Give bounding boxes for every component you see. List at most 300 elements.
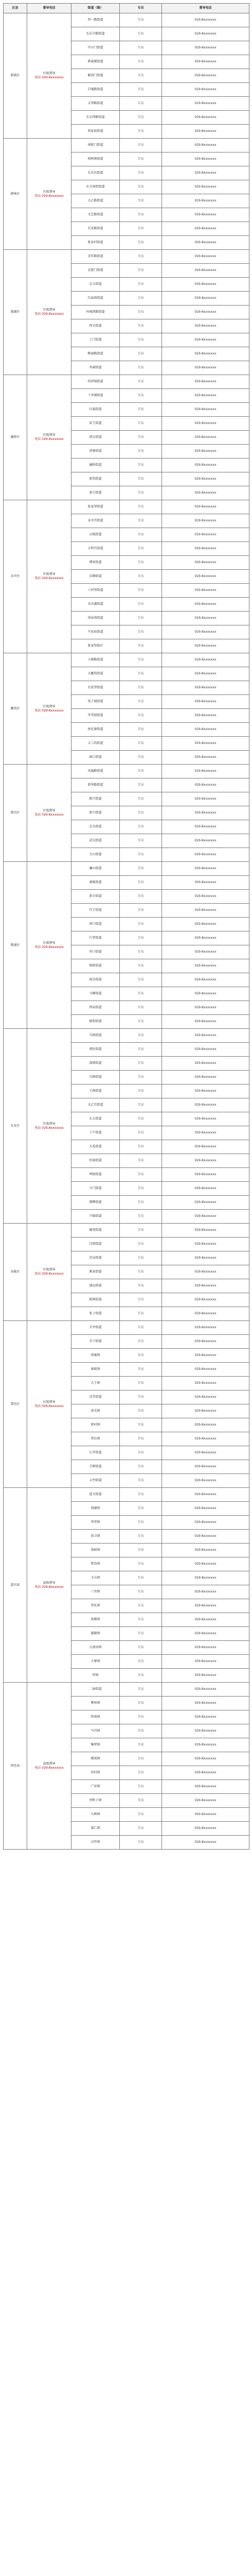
street-name: 通远街道 xyxy=(71,1279,120,1293)
officer-phone: 029-8xxxxxxx xyxy=(162,1557,249,1571)
district-name: 周至县 xyxy=(4,1683,27,1850)
officer-name: 专员 xyxy=(120,1724,162,1738)
street-name: 北屯街道 xyxy=(71,820,120,834)
street-name: 司竹镇 xyxy=(71,1836,120,1850)
officer-name: 专员 xyxy=(120,459,162,472)
street-name: 九峰镇 xyxy=(71,1808,120,1822)
street-name: 灞桥街道 xyxy=(71,459,120,472)
street-name: 张卜街道 xyxy=(71,1307,120,1321)
street-name: 草堂街道 xyxy=(71,1391,120,1404)
officer-name: 专员 xyxy=(120,1669,162,1683)
street-name: 辛家庙街道 xyxy=(71,625,120,639)
officer-phone: 029-8xxxxxxx xyxy=(162,584,249,598)
table-row xyxy=(4,13,249,27)
officer-name: 专员 xyxy=(120,751,162,765)
officer-name: 专员 xyxy=(120,1182,162,1196)
officer-name: 专员 xyxy=(120,1571,162,1585)
officer-name: 专员 xyxy=(120,806,162,820)
street-name: 大兆街道 xyxy=(71,1140,120,1154)
officer-phone: 029-8xxxxxxx xyxy=(162,459,249,472)
officer-name: 专员 xyxy=(120,389,162,403)
street-name: 北关街道 xyxy=(71,278,120,292)
officer-phone: 029-8xxxxxxx xyxy=(162,765,249,778)
district-contact-label: 区级督导 xyxy=(43,190,56,194)
street-name: 自强路街道 xyxy=(71,83,120,97)
officer-name: 专员 xyxy=(120,1474,162,1488)
officer-phone: 029-8xxxxxxx xyxy=(162,97,249,111)
street-name: 零口街道 xyxy=(71,945,120,959)
street-name: 楼观镇 xyxy=(71,1752,120,1766)
officer-phone: 029-8xxxxxxx xyxy=(162,361,249,375)
officer-name: 专员 xyxy=(120,1140,162,1154)
officer-name: 专员 xyxy=(120,931,162,945)
officer-name: 专员 xyxy=(120,1015,162,1029)
district-name: 莲湖区 xyxy=(4,250,27,375)
street-name: 凤凰路街道 xyxy=(71,765,120,778)
officer-name: 专员 xyxy=(120,1780,162,1794)
street-name: 引镇街道 xyxy=(71,1071,120,1084)
officer-phone: 029-8xxxxxxx xyxy=(162,472,249,486)
district-name: 新城区 xyxy=(4,13,27,139)
officer-name: 专员 xyxy=(120,639,162,653)
officer-name: 专员 xyxy=(120,1071,162,1084)
officer-name: 专员 xyxy=(120,1043,162,1057)
officer-name: 专员 xyxy=(120,723,162,737)
street-name: 崇皇街道 xyxy=(71,1251,120,1265)
officer-phone: 029-8xxxxxxx xyxy=(162,625,249,639)
header-street: 街道（镇） xyxy=(71,4,120,13)
officer-phone: 029-8xxxxxxx xyxy=(162,1766,249,1780)
officer-phone: 029-8xxxxxxx xyxy=(162,820,249,834)
officer-phone: 029-8xxxxxxx xyxy=(162,1446,249,1460)
officer-name: 专员 xyxy=(120,236,162,250)
officer-phone: 029-8xxxxxxx xyxy=(162,1724,249,1738)
street-name: 秦陵街道 xyxy=(71,876,120,890)
officer-name: 专员 xyxy=(120,1766,162,1780)
officer-phone: 029-8xxxxxxx xyxy=(162,1029,249,1043)
street-name: 前卫镇 xyxy=(71,1530,120,1544)
street-name: 红旗街道 xyxy=(71,403,120,417)
street-name: 玉蝉街道 xyxy=(71,1460,120,1474)
officer-phone: 029-8xxxxxxx xyxy=(162,667,249,681)
officer-name: 专员 xyxy=(120,1585,162,1599)
officer-name: 专员 xyxy=(120,13,162,27)
street-name: 南院门街道 xyxy=(71,139,120,152)
officer-name: 专员 xyxy=(120,1544,162,1557)
district-contact xyxy=(27,13,71,139)
street-name: 祖庵镇 xyxy=(71,1349,120,1363)
officer-name: 专员 xyxy=(120,653,162,667)
officer-phone: 029-8xxxxxxx xyxy=(162,1057,249,1071)
district-contact-label: 县级督导 xyxy=(43,1761,56,1766)
officer-phone: 029-8xxxxxxx xyxy=(162,1391,249,1404)
officer-name: 专员 xyxy=(120,570,162,584)
table-row xyxy=(4,500,249,514)
district-contact-label: 区级督导 xyxy=(43,308,56,312)
street-name: 普化镇 xyxy=(71,1599,120,1613)
officer-name: 专员 xyxy=(120,1349,162,1363)
officer-phone: 029-8xxxxxxx xyxy=(162,1335,249,1349)
officer-name: 专员 xyxy=(120,1126,162,1140)
officer-name: 专员 xyxy=(120,1363,162,1377)
officer-phone: 029-8xxxxxxx xyxy=(162,83,249,97)
officer-phone: 029-8xxxxxxx xyxy=(162,1196,249,1210)
district-phone: 电话 029-8xxxxxxx xyxy=(34,1126,64,1130)
street-name: 柏树林街道 xyxy=(71,152,120,166)
officer-phone: 029-8xxxxxxx xyxy=(162,431,249,445)
street-name: 石井街道 xyxy=(71,1446,120,1460)
street-name: 灞源镇 xyxy=(71,1627,120,1641)
officer-name: 专员 xyxy=(120,55,162,69)
street-name: 尚村镇 xyxy=(71,1766,120,1780)
officer-name: 专员 xyxy=(120,125,162,139)
street-name: 未央宫街道 xyxy=(71,514,120,528)
street-name: 秦渡镇 xyxy=(71,1363,120,1377)
officer-name: 专员 xyxy=(120,598,162,612)
officer-name: 专员 xyxy=(120,417,162,431)
officer-phone: 029-8xxxxxxx xyxy=(162,1697,249,1710)
officer-phone: 029-8xxxxxxx xyxy=(162,1098,249,1112)
officer-name: 专员 xyxy=(120,306,162,319)
district-name: 长安区 xyxy=(4,1029,27,1224)
officer-phone: 029-8xxxxxxx xyxy=(162,1043,249,1057)
street-name: 东大街道 xyxy=(71,1112,120,1126)
table-row xyxy=(4,375,249,389)
officer-name: 专员 xyxy=(120,1516,162,1530)
officer-phone: 029-8xxxxxxx xyxy=(162,987,249,1001)
officer-phone: 029-8xxxxxxx xyxy=(162,278,249,292)
street-name: 焦岱镇 xyxy=(71,1557,120,1571)
district-name: 未央区 xyxy=(4,500,27,653)
street-name: 六村堡街道 xyxy=(71,584,120,598)
officer-name: 专员 xyxy=(120,612,162,625)
officer-phone: 029-8xxxxxxx xyxy=(162,194,249,208)
officer-name: 专员 xyxy=(120,222,162,236)
officer-phone: 029-8xxxxxxx xyxy=(162,612,249,625)
officer-phone: 029-8xxxxxxx xyxy=(162,1710,249,1724)
street-name: 五竹街道 xyxy=(71,1474,120,1488)
officer-name: 专员 xyxy=(120,1502,162,1516)
district-name: 碑林区 xyxy=(4,139,27,250)
district-phone: 电话 029-8xxxxxxx xyxy=(34,1766,64,1770)
officer-name: 专员 xyxy=(120,528,162,542)
officer-name: 专员 xyxy=(120,166,162,180)
street-name: 汉城街道 xyxy=(71,528,120,542)
district-contact xyxy=(27,139,71,250)
table-row xyxy=(4,1029,249,1043)
header-officer: 专员 xyxy=(120,4,162,13)
street-name: 马召镇 xyxy=(71,1724,120,1738)
officer-phone: 029-8xxxxxxx xyxy=(162,1544,249,1557)
street-name: 十里铺街道 xyxy=(71,389,120,403)
district-contact xyxy=(27,653,71,765)
table-row xyxy=(4,1488,249,1502)
officer-phone: 029-8xxxxxxx xyxy=(162,417,249,431)
officer-phone: 029-8xxxxxxx xyxy=(162,931,249,945)
street-name: 汤峪镇 xyxy=(71,1544,120,1557)
district-contact xyxy=(27,1683,71,1850)
district-contact-label: 区级督导 xyxy=(43,572,56,576)
officer-name: 专员 xyxy=(120,625,162,639)
officer-phone: 029-8xxxxxxx xyxy=(162,1738,249,1752)
street-name: 长乐坊街道 xyxy=(71,166,120,180)
street-name: 大明宫街道 xyxy=(71,542,120,556)
officer-name: 专员 xyxy=(120,486,162,500)
street-name: 九间房镇 xyxy=(71,1641,120,1655)
officer-phone: 029-8xxxxxxx xyxy=(162,55,249,69)
district-contact xyxy=(27,1029,71,1224)
officer-name: 专员 xyxy=(120,987,162,1001)
street-name: 曲江街道 xyxy=(71,751,120,765)
street-name: 厚镇 xyxy=(71,1669,120,1683)
street-name: 振兴街道 xyxy=(71,792,120,806)
district-phone: 电话 029-8xxxxxxx xyxy=(34,945,64,949)
officer-name: 专员 xyxy=(120,1168,162,1182)
street-name: 新合街道 xyxy=(71,486,120,500)
street-name: 北院门街道 xyxy=(71,264,120,278)
officer-name: 专员 xyxy=(120,431,162,445)
officer-phone: 029-8xxxxxxx xyxy=(162,1822,249,1836)
officer-phone: 029-8xxxxxxx xyxy=(162,292,249,306)
street-name: 蒋村镇 xyxy=(71,1418,120,1432)
officer-name: 专员 xyxy=(120,681,162,695)
officer-phone: 029-8xxxxxxx xyxy=(162,1112,249,1126)
district-phone: 电话 029-8xxxxxxx xyxy=(34,577,64,580)
street-name: 青年路街道 xyxy=(71,250,120,264)
officer-phone: 029-8xxxxxxx xyxy=(162,945,249,959)
district-name: 阎良区 xyxy=(4,765,27,862)
officer-name: 专员 xyxy=(120,180,162,194)
street-name: 三里镇 xyxy=(71,1585,120,1599)
street-name: 关山街道 xyxy=(71,848,120,862)
officer-phone: 029-8xxxxxxx xyxy=(162,319,249,333)
street-name: 行者街道 xyxy=(71,931,120,945)
officer-name: 专员 xyxy=(120,97,162,111)
street-name: 太乙宫街道 xyxy=(71,1098,120,1112)
district-name: 灞桥区 xyxy=(4,375,27,500)
district-contact-label: 区级督导 xyxy=(43,941,56,945)
officer-name: 专员 xyxy=(120,834,162,848)
officer-name: 专员 xyxy=(120,848,162,862)
officer-phone: 029-8xxxxxxx xyxy=(162,13,249,27)
table-row xyxy=(4,862,249,876)
table-row xyxy=(4,1321,249,1335)
street-name: 狄寨街道 xyxy=(71,445,120,459)
officer-phone: 029-8xxxxxxx xyxy=(162,737,249,751)
officer-name: 专员 xyxy=(120,820,162,834)
street-name: 张家堡新区 xyxy=(71,639,120,653)
street-name: 耿镇街道 xyxy=(71,1293,120,1307)
officer-name: 专员 xyxy=(120,1697,162,1710)
officer-name: 专员 xyxy=(120,1641,162,1655)
street-name: 东关南街街道 xyxy=(71,180,120,194)
table-header-row xyxy=(4,4,249,13)
officer-name: 专员 xyxy=(120,1655,162,1669)
officer-phone: 029-8xxxxxxx xyxy=(162,876,249,890)
street-name: 哑柏镇 xyxy=(71,1697,120,1710)
street-name: 华胥镇 xyxy=(71,1516,120,1530)
table-row xyxy=(4,1224,249,1238)
officer-name: 专员 xyxy=(120,737,162,751)
street-name: 富仁镇 xyxy=(71,1822,120,1836)
street-name: 广济镇 xyxy=(71,1780,120,1794)
officer-phone: 029-8xxxxxxx xyxy=(162,208,249,222)
officer-phone: 029-8xxxxxxx xyxy=(162,1683,249,1697)
district-contact xyxy=(27,250,71,375)
street-name: 相桥街道 xyxy=(71,959,120,973)
officer-name: 专员 xyxy=(120,1098,162,1112)
officer-name: 专员 xyxy=(120,1418,162,1432)
officer-phone: 029-8xxxxxxx xyxy=(162,1571,249,1585)
officer-phone: 029-8xxxxxxx xyxy=(162,1599,249,1613)
district-contact-label: 区级督导 xyxy=(43,1122,56,1126)
officer-name: 专员 xyxy=(120,69,162,83)
officer-name: 专员 xyxy=(120,1001,162,1015)
district-phone: 电话 029-8xxxxxxx xyxy=(34,1585,64,1589)
officer-name: 专员 xyxy=(120,1738,162,1752)
officer-phone: 029-8xxxxxxx xyxy=(162,695,249,709)
officer-name: 专员 xyxy=(120,556,162,570)
officer-phone: 029-8xxxxxxx xyxy=(162,1794,249,1808)
street-name: 鸣犊街道 xyxy=(71,1168,120,1182)
street-name: 太乙路街道 xyxy=(71,194,120,208)
officer-name: 专员 xyxy=(120,1307,162,1321)
officer-name: 专员 xyxy=(120,1808,162,1822)
street-name: 厚畛子镇 xyxy=(71,1794,120,1808)
street-name: 环城西路街道 xyxy=(71,306,120,319)
street-name: 电子城街道 xyxy=(71,695,120,709)
street-name: 张家堡街道 xyxy=(71,500,120,514)
officer-phone: 029-8xxxxxxx xyxy=(162,389,249,403)
street-name: 郭杜街道 xyxy=(71,1043,120,1057)
district-name: 临潼区 xyxy=(4,862,27,1029)
officer-name: 专员 xyxy=(120,361,162,375)
officer-phone: 029-8xxxxxxx xyxy=(162,1780,249,1794)
officer-name: 专员 xyxy=(120,403,162,417)
officer-name: 专员 xyxy=(120,1794,162,1808)
officer-phone: 029-8xxxxxxx xyxy=(162,1224,249,1238)
officer-name: 专员 xyxy=(120,1752,162,1766)
officer-name: 专员 xyxy=(120,1404,162,1418)
officer-phone: 029-8xxxxxxx xyxy=(162,778,249,792)
street-name: 土门街道 xyxy=(71,333,120,347)
officer-phone: 029-8xxxxxxx xyxy=(162,236,249,250)
district-name: 高陵区 xyxy=(4,1224,27,1321)
officer-phone: 029-8xxxxxxx xyxy=(162,347,249,361)
officer-phone: 029-8xxxxxxx xyxy=(162,1363,249,1377)
officer-phone: 029-8xxxxxxx xyxy=(162,681,249,695)
street-name: 小寨路街道 xyxy=(71,653,120,667)
officer-phone: 029-8xxxxxxx xyxy=(162,1015,249,1029)
street-name: 兴隆街道 xyxy=(71,1210,120,1224)
district-phone: 电话 029-8xxxxxxx xyxy=(34,813,64,817)
district-name: 鄠邑区 xyxy=(4,1321,27,1488)
officer-phone: 029-8xxxxxxx xyxy=(162,1432,249,1446)
street-name: 张家村街道 xyxy=(71,236,120,250)
officer-phone: 029-8xxxxxxx xyxy=(162,1404,249,1418)
officer-phone: 029-8xxxxxxx xyxy=(162,222,249,236)
officer-name: 专员 xyxy=(120,1029,162,1043)
district-contact xyxy=(27,500,71,653)
officer-phone: 029-8xxxxxxx xyxy=(162,1001,249,1015)
officer-name: 专员 xyxy=(120,152,162,166)
officer-phone: 029-8xxxxxxx xyxy=(162,500,249,514)
officer-name: 专员 xyxy=(120,1446,162,1460)
officer-name: 专员 xyxy=(120,1432,162,1446)
street-name: 韦曲街道 xyxy=(71,1029,120,1043)
officer-phone: 029-8xxxxxxx xyxy=(162,1627,249,1641)
street-name: 纺织城街道 xyxy=(71,375,120,389)
street-name: 马额街道 xyxy=(71,987,120,1001)
district-contact xyxy=(27,1321,71,1488)
officer-name: 专员 xyxy=(120,765,162,778)
header-officer-phone: 督导电话 xyxy=(162,4,249,13)
district-contact-label: 区级督导 xyxy=(43,72,56,75)
officer-name: 专员 xyxy=(120,250,162,264)
street-name: 王曲街道 xyxy=(71,1084,120,1098)
officer-name: 专员 xyxy=(120,945,162,959)
officer-phone: 029-8xxxxxxx xyxy=(162,1502,249,1516)
supervision-contact-table xyxy=(3,3,249,1850)
officer-phone: 029-8xxxxxxx xyxy=(162,834,249,848)
street-name: 泾渭街道 xyxy=(71,1238,120,1251)
officer-name: 专员 xyxy=(120,1530,162,1544)
officer-name: 专员 xyxy=(120,1279,162,1293)
officer-phone: 029-8xxxxxxx xyxy=(162,1516,249,1530)
district-contact-label: 区级督导 xyxy=(43,704,56,708)
street-name: 雨金街道 xyxy=(71,973,120,987)
street-name: 葛牌镇 xyxy=(71,1613,120,1627)
officer-name: 专员 xyxy=(120,1627,162,1641)
street-name: 洩湖镇 xyxy=(71,1502,120,1516)
street-name: 大王镇 xyxy=(71,1377,120,1391)
officer-phone: 029-8xxxxxxx xyxy=(162,1418,249,1432)
district-contact xyxy=(27,375,71,500)
officer-phone: 029-8xxxxxxx xyxy=(162,1140,249,1154)
officer-name: 专员 xyxy=(120,1112,162,1126)
district-phone: 电话 029-8xxxxxxx xyxy=(34,708,64,713)
officer-phone: 029-8xxxxxxx xyxy=(162,1251,249,1265)
street-name: 红庙坡街道 xyxy=(71,292,120,306)
officer-phone: 029-8xxxxxxx xyxy=(162,1460,249,1474)
officer-name: 专员 xyxy=(120,1335,162,1349)
street-name: 长乐西路街道 xyxy=(71,111,120,125)
officer-phone: 029-8xxxxxxx xyxy=(162,111,249,125)
officer-phone: 029-8xxxxxxx xyxy=(162,862,249,876)
street-name: 鹿苑街道 xyxy=(71,1224,120,1238)
officer-phone: 029-8xxxxxxx xyxy=(162,486,249,500)
district-contact-label: 区级督导 xyxy=(43,1268,56,1272)
street-name: 新筑街道 xyxy=(71,472,120,486)
officer-name: 专员 xyxy=(120,1293,162,1307)
district-phone: 电话 029-8xxxxxxx xyxy=(34,1404,64,1408)
table-row xyxy=(4,653,249,667)
officer-name: 专员 xyxy=(120,862,162,876)
officer-phone: 029-8xxxxxxx xyxy=(162,723,249,737)
officer-phone: 029-8xxxxxxx xyxy=(162,166,249,180)
officer-name: 专员 xyxy=(120,1210,162,1224)
street-name: 胡家庙街道 xyxy=(71,125,120,139)
officer-name: 专员 xyxy=(120,1391,162,1404)
officer-phone: 029-8xxxxxxx xyxy=(162,653,249,667)
officer-phone: 029-8xxxxxxx xyxy=(162,41,249,55)
officer-name: 专员 xyxy=(120,1265,162,1279)
street-name: 徐家湾街道 xyxy=(71,612,120,625)
street-name: 文艺路街道 xyxy=(71,208,120,222)
street-name: 滦镇街道 xyxy=(71,1057,120,1071)
officer-name: 专员 xyxy=(120,500,162,514)
district-phone: 电话 029-8xxxxxxx xyxy=(34,194,64,198)
